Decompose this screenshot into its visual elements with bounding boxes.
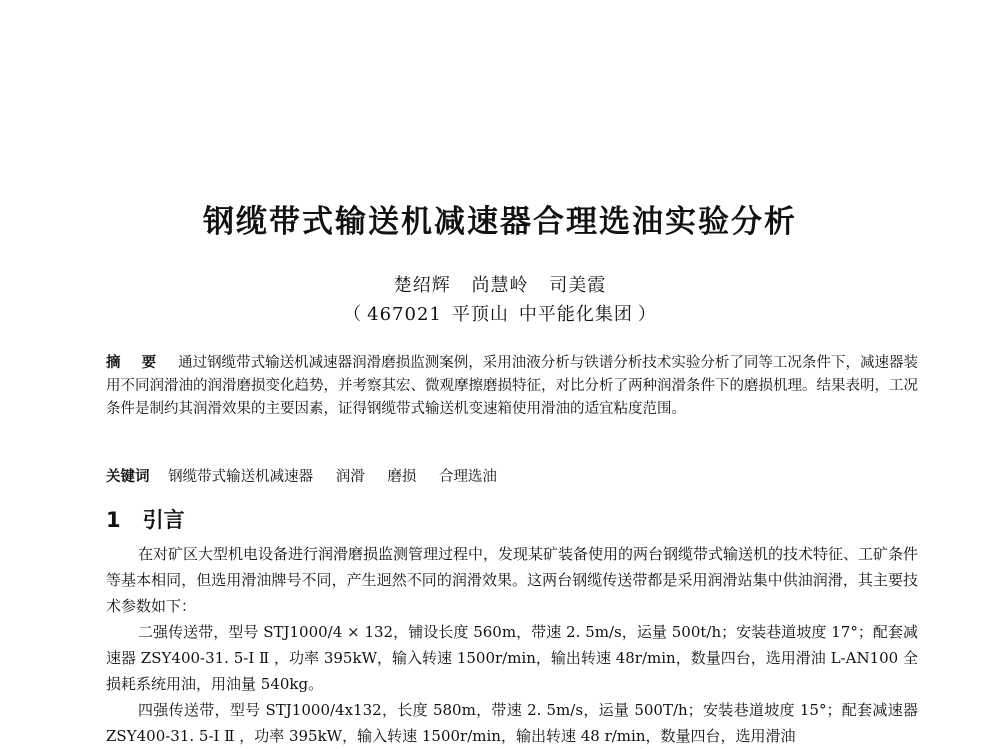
section-heading xyxy=(106,504,185,534)
keywords xyxy=(106,466,918,489)
affiliation-open-paren: （ xyxy=(343,304,363,325)
author-name: 楚绍辉 xyxy=(393,275,451,296)
affiliation-organization: 中平能化集团 xyxy=(518,304,633,325)
keyword: 合理选油 xyxy=(438,469,497,485)
body-paragraph: 二强传送带，型号 STJ1000/4 × 132，铺设长度 560m，带速 2. 5m/s，运量 500t/h；安装巷道坡度 17°；配套减速器 ZSY400-31. 5-Ⅰ Ⅱ ，功率 395kW，输入转速 1500r/min，输出转速 48r/min，数量四台，选用滑油 L-AN100 全损耗系统用油，用油量 540kg。 xyxy=(106,623,918,693)
author-name: 尚慧岭 xyxy=(471,275,529,296)
author-name: 司美霞 xyxy=(549,275,607,296)
section-number: 1 xyxy=(106,508,121,532)
affiliation xyxy=(0,300,1000,326)
author-list xyxy=(0,271,1000,297)
body-paragraph: 在对矿区大型机电设备进行润滑磨损监测管理过程中，发现某矿装备使用的两台钢缆带式输送机的技术特征、工矿条件等基本相同，但选用滑油牌号不同，产生迥然不同的润滑效果。这两台钢缆传送带都是采用润滑站集中供油润滑，其主要技术参数如下： xyxy=(106,545,919,615)
abstract-text: 通过钢缆带式输送机减速器润滑磨损监测案例，采用油液分析与铁谱分析技术实验分析了同等工况条件下，减速器装用不同润滑油的润滑磨损变化趋势，并考察其宏、微观摩擦磨损特征，对比分析了两种润滑条件下的磨损机理。结果表明，工况条件是制约其润滑效果的主要因素，证得钢缆带式输送机变速箱使用滑油的适宜粘度范围。 xyxy=(106,355,918,417)
section-title: 引言 xyxy=(142,508,185,532)
keyword: 磨损 xyxy=(387,469,417,485)
keyword: 钢缆带式输送机减速器 xyxy=(168,469,314,485)
abstract xyxy=(106,352,918,421)
paper-title: 钢缆带式输送机减速器合理选油实验分析 xyxy=(203,204,797,240)
affiliation-close-paren: ） xyxy=(637,304,657,325)
keywords-label: 关键词 xyxy=(106,469,150,485)
body-paragraph: 四强传送带，型号 STJ1000/4x132，长度 580m，带速 2. 5m/s，运量 500T/h；安装巷道坡度 15°；配套减速器 ZSY400-31. 5-Ⅰ Ⅱ ，功率 395kW，输入转速 1500r/min，输出转速 48 r/min，数量四台，选用滑油 xyxy=(106,701,918,745)
keyword: 润滑 xyxy=(335,469,365,485)
body-text xyxy=(106,541,918,749)
affiliation-city: 平顶山 xyxy=(451,304,509,325)
affiliation-postal-code: 467021 xyxy=(367,304,442,325)
abstract-label: 摘 要 xyxy=(106,355,165,371)
